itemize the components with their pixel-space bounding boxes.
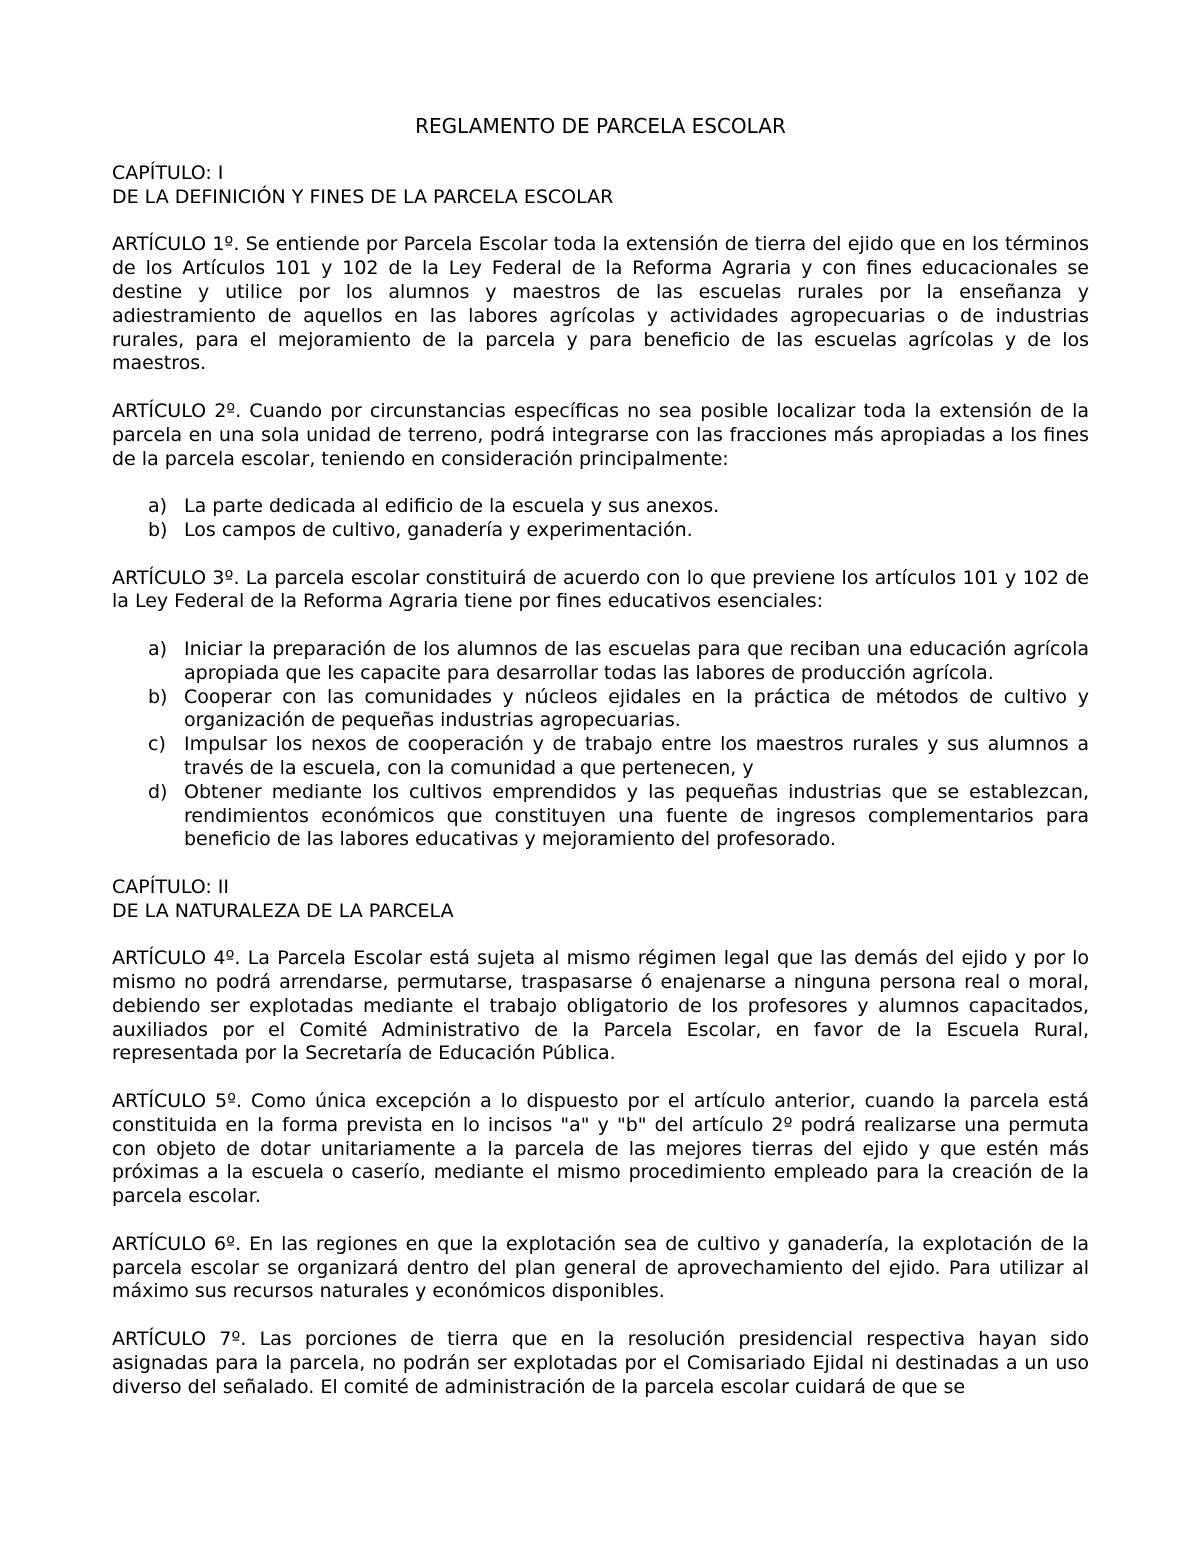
list-item bbox=[112, 733, 1089, 781]
list-item-text: Iniciar la preparación de los alumnos de las escuelas para que reciban una educación agrícola apropiada que les capacite para desarrollar todas las labores de producción agrícola. bbox=[184, 637, 1089, 684]
chapter-label: CAPÍTULO: II bbox=[112, 875, 230, 898]
list-marker: b) bbox=[148, 685, 168, 708]
list-item-text: Los campos de cultivo, ganadería y experimentación. bbox=[184, 518, 693, 541]
chapter-label: CAPÍTULO: I bbox=[112, 162, 224, 184]
article-2-list bbox=[112, 495, 1089, 543]
list-item-text: Impulsar los nexos de cooperación y de trabajo entre los maestros rurales y sus alumnos a través de la escuela, con la comunidad a que pertenecen, y bbox=[184, 733, 1089, 779]
document-title: REGLAMENTO DE PARCELA ESCOLAR bbox=[415, 114, 786, 138]
list-marker: d) bbox=[148, 780, 168, 803]
list-marker: a) bbox=[148, 637, 168, 660]
article-3-list bbox=[112, 638, 1089, 852]
chapter-2 bbox=[112, 876, 1089, 924]
chapter-heading: DE LA NATURALEZA DE LA PARCELA bbox=[112, 899, 454, 922]
list-marker: c) bbox=[148, 733, 166, 756]
article-7: ARTÍCULO 7º. Las porciones de tierra que en la resolución presidencial respectiva hayan sido asignadas para la parcela, no podrán ser explotadas por el Comisariado Ejidal ni destinadas a un uso diverso del señalado. El comité de administración de la parcela escolar cuidará de que se bbox=[112, 1328, 1089, 1398]
list-item-text: Cooperar con las comunidades y núcleos ejidales en la práctica de métodos de cultivo y organización de pequeñas industrias agropecuarias. bbox=[184, 685, 1089, 732]
article-6: ARTÍCULO 6º. En las regiones en que la explotación sea de cultivo y ganadería, la explotación de la parcela escolar se organizará dentro del plan general de aprovechamiento del ejido. Para utilizar al máximo sus recursos naturales y económicos disponibles. bbox=[112, 1232, 1089, 1303]
list-item-text: Obtener mediante los cultivos emprendidos y las pequeñas industrias que se establezcan, rendimientos económicos que constituyen una fuente de ingresos complementarios para beneficio de las labores educativas y mejoramiento del profesorado. bbox=[184, 780, 1089, 851]
chapter-heading: DE LA DEFINICIÓN Y FINES DE LA PARCELA ESCOLAR bbox=[112, 185, 614, 208]
list-item-text: La parte dedicada al edificio de la escuela y sus anexos. bbox=[184, 495, 720, 518]
list-item bbox=[112, 495, 1089, 519]
chapter-1 bbox=[112, 162, 1089, 210]
list-item bbox=[112, 519, 1089, 543]
list-item bbox=[112, 686, 1089, 734]
article-4: ARTÍCULO 4º. La Parcela Escolar está sujeta al mismo régimen legal que las demás del ejido y por lo mismo no podrá arrendarse, permutarse, traspasarse ó enajenarse a ninguna persona real o moral, debiendo ser explotadas mediante el trabajo obligatorio de los profesores y alumnos capacitados, auxiliados por el Comité Administrativo de la Parcela Escolar, en favor de la Escuela Rural, representada por la Secretaría de Educación Pública. bbox=[112, 947, 1089, 1065]
list-item bbox=[112, 781, 1089, 852]
list-marker: a) bbox=[148, 495, 168, 518]
list-marker: b) bbox=[148, 518, 168, 541]
document-page bbox=[112, 114, 1089, 1423]
article-5: ARTÍCULO 5º. Como única excepción a lo dispuesto por el artículo anterior, cuando la parcela está constituida en la forma prevista en lo incisos "a" y "b" del artículo 2º podrá realizarse una permuta con objeto de dotar unitariamente a la parcela de las mejores tierras del ejido y que estén más próximas a la escuela o caserío, mediante el mismo procedimiento empleado para la creación de la parcela escolar. bbox=[112, 1090, 1089, 1208]
list-item bbox=[112, 638, 1089, 686]
article-1: ARTÍCULO 1º. Se entiende por Parcela Escolar toda la extensión de tierra del ejido que en los términos de los Artículos 101 y 102 de la Ley Federal de la Reforma Agraria y con fines educacionales se destine y utilice por los alumnos y maestros de las escuelas rurales por la enseñanza y adiestramiento de aquellos en las labores agrícolas y actividades agropecuarias o de industrias rurales, para el mejoramiento de la parcela y para beneficio de las escuelas agrícolas y de los maestros. bbox=[112, 233, 1089, 375]
article-3: ARTÍCULO 3º. La parcela escolar constituirá de acuerdo con lo que previene los artículos 101 y 102 de la Ley Federal de la Reforma Agraria tiene por fines educativos esenciales: bbox=[112, 566, 1089, 613]
article-2: ARTÍCULO 2º. Cuando por circunstancias específicas no sea posible localizar toda la extensión de la parcela en una sola unidad de terreno, podrá integrarse con las fracciones más apropiadas a los fines de la parcela escolar, teniendo en consideración principalmente: bbox=[112, 399, 1089, 470]
